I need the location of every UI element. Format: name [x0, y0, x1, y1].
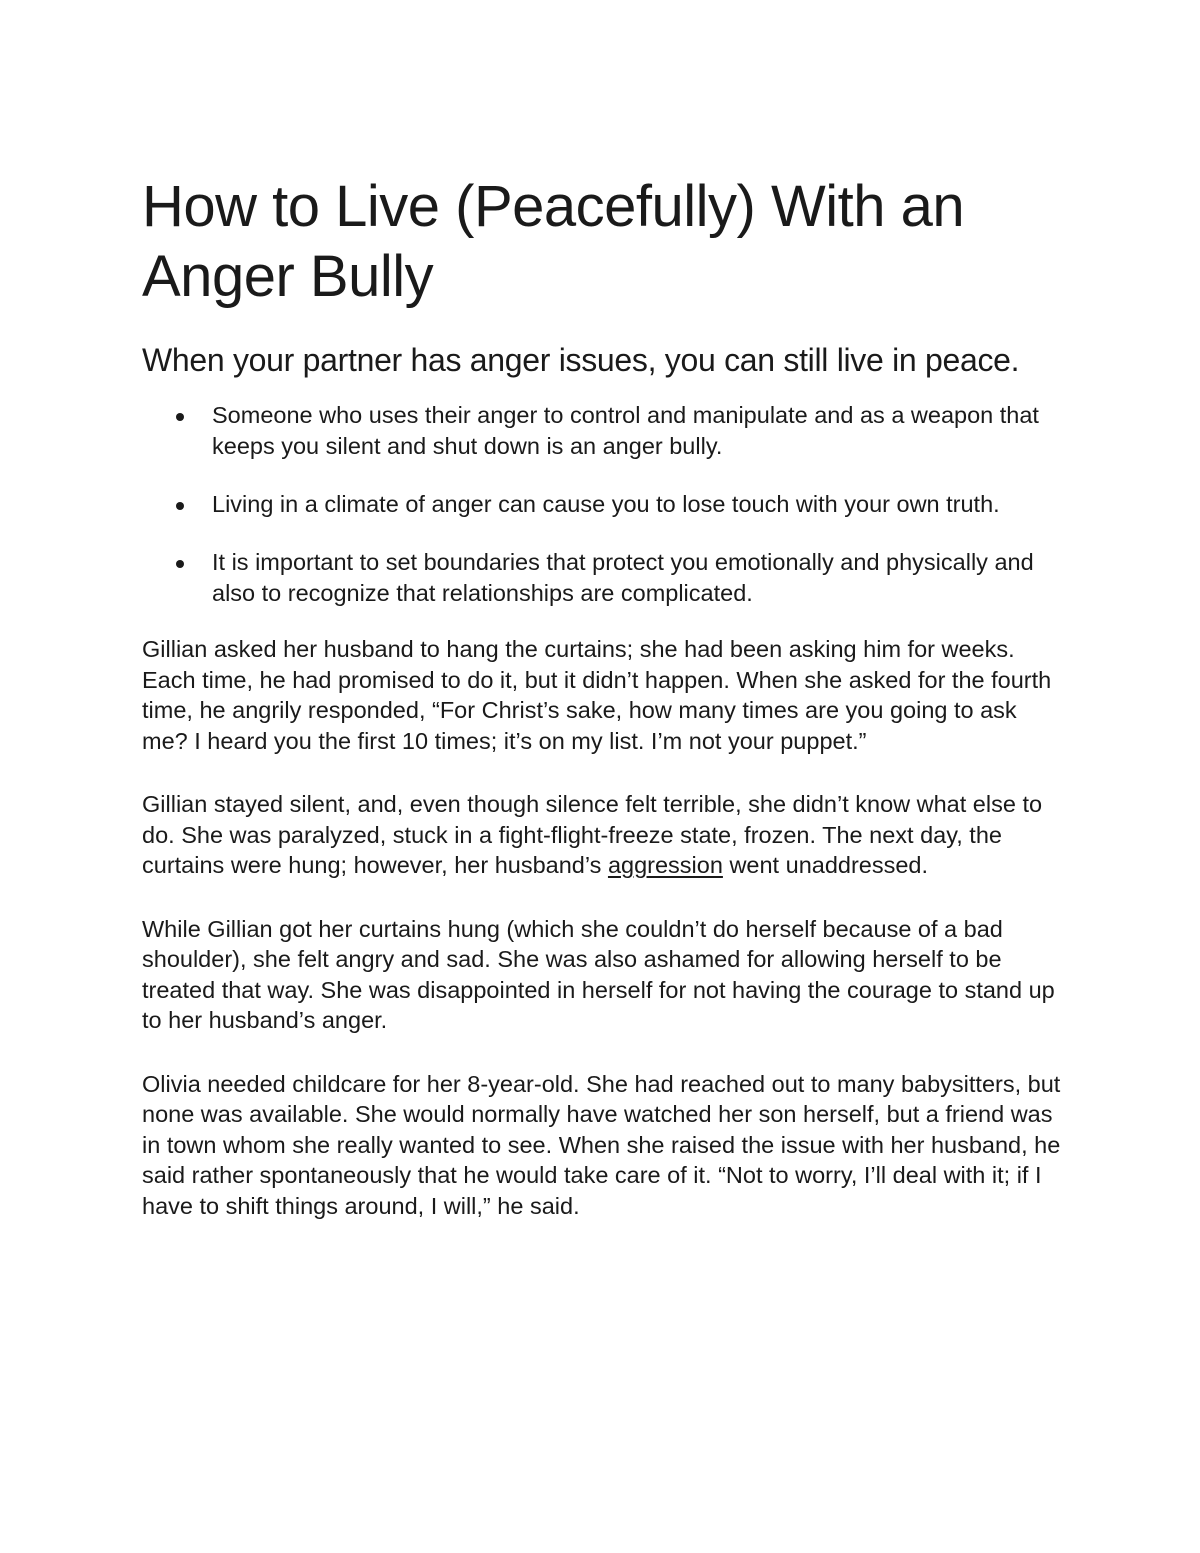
paragraph-gillian-silent [142, 789, 1062, 881]
key-points-list [142, 400, 1062, 609]
article-title: How to Live (Peacefully) With an Anger Bully [142, 174, 965, 309]
paragraph-text: Gillian stayed silent, and, even though silence felt terrible, she didn’t know what else to do. She was paralyzed, stuck in a fight-flight-freeze state, frozen. The next day, the curtains were hung; however, her husband’s [142, 791, 1043, 878]
key-point-text: It is important to set boundaries that protect you emotionally and physically and also to recognize that relationships are complicated. [212, 549, 1034, 606]
key-point [142, 547, 1062, 609]
key-point-text: Someone who uses their anger to control and manipulate and as a weapon that keeps you silent and shut down is an anger bully. [212, 402, 1039, 459]
paragraph-gillian-feelings: While Gillian got her curtains hung (which she couldn’t do herself because of a bad shoulder), she felt angry and sad. She was also ashamed for allowing herself to be treated that way. She was disappointed in herself for not having the courage to stand up to her husband’s anger. [142, 915, 1055, 1033]
paragraph-text: went unaddressed. [722, 852, 929, 878]
key-point [142, 489, 1062, 520]
paragraph-olivia-childcare: Olivia needed childcare for her 8-year-old. She had reached out to many babysitters, but none was available. She would normally have watched her son herself, but a friend was in town whom she really wanted to see. When she raised the issue with her husband, he said rather spontaneously that he would take care of it. “Not to worry, I’ll deal with it; if I have to shift things around, I will,” he said. [142, 1070, 1061, 1219]
aggression-link[interactable]: aggression [607, 852, 723, 878]
article-subtitle: When your partner has anger issues, you can still live in peace. [142, 342, 1020, 378]
key-point [142, 400, 1062, 462]
paragraph-curtains-request: Gillian asked her husband to hang the curtains; she had been asking him for weeks. Each time, he had promised to do it, but it didn’t happen. When she asked for the fourth time, he angrily responded, “For Christ’s sake, how many times are you going to ask me? I heard you the first 10 times; it’s on my list. I’m not your puppet.” [142, 636, 1052, 754]
key-point-text: Living in a climate of anger can cause you to lose touch with your own truth. [212, 491, 1000, 517]
bullet-icon [176, 502, 184, 510]
bullet-icon [176, 560, 184, 568]
article-body [142, 172, 1062, 1254]
bullet-icon [176, 413, 184, 421]
